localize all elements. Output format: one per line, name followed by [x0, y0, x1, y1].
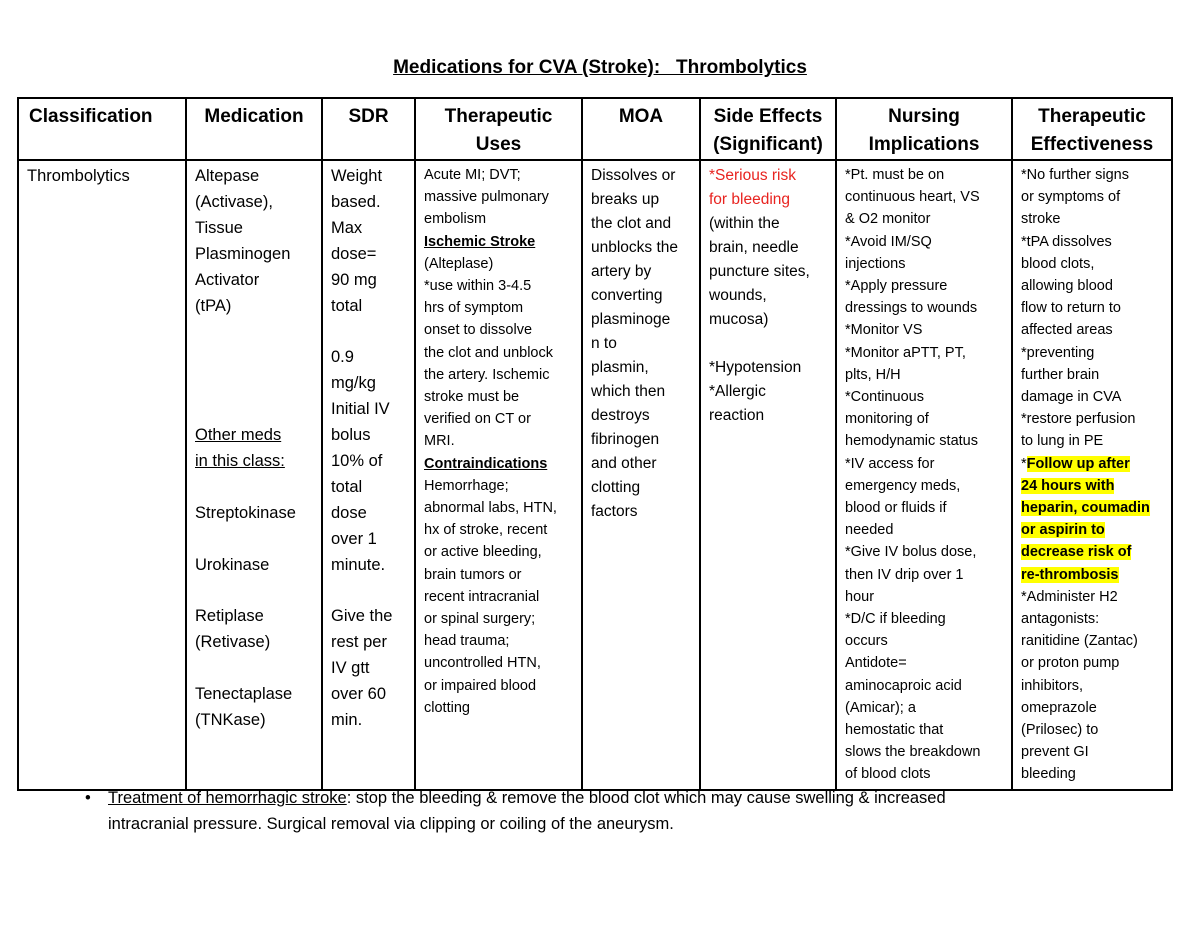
text-line: for bleeding [709, 191, 791, 208]
text-line: stroke must be [424, 389, 520, 406]
text-line: (TNKase) [195, 710, 266, 729]
text-line: brain, needle [709, 239, 799, 256]
text-line: breaks up [591, 191, 660, 208]
text-line: *IV access for [845, 455, 935, 472]
text-line: *tPA dissolves [1021, 233, 1112, 250]
text-line: over 1 [331, 529, 377, 548]
text-line: clotting [424, 699, 470, 716]
header-therapeutic-effectiveness: Therapeutic Effectiveness [1012, 98, 1172, 160]
text-line: *use within 3-4.5 [424, 278, 532, 295]
text-line: minute. [331, 555, 386, 574]
text-line: Acute MI; DVT; [424, 167, 521, 183]
text-line: mucosa) [709, 311, 769, 328]
text-line: *Allergic [709, 383, 766, 400]
text-line: or aspirin to [1021, 522, 1105, 539]
text-line: monitoring of [845, 411, 929, 428]
text-line: heparin, coumadin [1021, 500, 1150, 517]
text-line: destroys [591, 407, 650, 424]
text-line: (Alteplase) [424, 255, 494, 272]
text-line: min. [331, 711, 363, 729]
text-line: (Prilosec) to [1021, 722, 1099, 739]
text-line: blood clots, [1021, 255, 1095, 272]
text-line: *D/C if bleeding [845, 611, 946, 628]
text-line: *No further signs [1021, 167, 1129, 183]
bleeding-risk-warning: *Serious risk [709, 167, 796, 184]
page-title: Medications for CVA (Stroke): Thrombolytics [393, 57, 807, 78]
text-line: Plasminogen [195, 244, 291, 263]
header-moa: MOA [582, 98, 700, 160]
text-line: brain tumors or [424, 566, 522, 583]
ischemic-stroke-heading: Ischemic Stroke [424, 233, 536, 250]
text-line: dressings to wounds [845, 300, 978, 317]
text-line: prevent GI [1021, 744, 1089, 761]
medications-table [17, 97, 1173, 791]
text-line: ranitidine (Zantac) [1021, 633, 1138, 650]
text-line: over 60 [331, 685, 387, 704]
therapeutic-uses-cell [415, 160, 582, 790]
text-line: puncture sites, [709, 263, 810, 280]
text-line: Dissolves or [591, 167, 676, 184]
moa-cell [582, 160, 700, 790]
text-line: continuous heart, VS [845, 189, 980, 206]
text-line: dose [331, 503, 367, 522]
text-line: head trauma; [424, 633, 510, 650]
text-line: emergency meds, [845, 477, 961, 494]
text-line: total [331, 477, 363, 496]
header-therapeutic-uses: Therapeutic Uses [415, 98, 582, 160]
text-line: *Hypotension [709, 359, 802, 376]
text-line: further brain [1021, 366, 1100, 383]
text-line: IV gtt [331, 659, 370, 678]
text-line: occurs [845, 633, 888, 650]
text-line: (Retivase) [195, 633, 271, 652]
text-line: Activator [195, 270, 260, 289]
hemorrhagic-stroke-note [108, 785, 1168, 837]
nursing-implications-cell [836, 160, 1012, 790]
bullet-marker: • [85, 789, 91, 807]
text-line: or active bleeding, [424, 544, 542, 561]
text-line: Give the [331, 607, 393, 626]
text-line: verified on CT or [424, 411, 531, 428]
med-retiplase: Retiplase [195, 607, 264, 626]
text-line: Altepase [195, 167, 260, 185]
text-line: unblocks the [591, 239, 679, 256]
text-line: 0.9 [331, 348, 354, 367]
text-line: MRI. [424, 433, 455, 450]
text-line: *preventing [1021, 344, 1095, 361]
text-line: or impaired blood [424, 677, 537, 694]
text-line: allowing blood [1021, 278, 1113, 295]
text-line: omeprazole [1021, 699, 1097, 716]
text-line: dose= [331, 244, 377, 263]
text-line: uncontrolled HTN, [424, 655, 541, 672]
text-line: to lung in PE [1021, 433, 1104, 450]
text-line: 90 mg [331, 270, 377, 289]
sdr-cell [322, 160, 415, 790]
text-line: (within the [709, 215, 780, 232]
text-line: or proton pump [1021, 655, 1120, 672]
text-line: Tissue [195, 218, 243, 237]
header-classification: Classification [18, 98, 186, 160]
text-line: *restore perfusion [1021, 411, 1136, 428]
thrombolytics-row [18, 160, 1172, 790]
text-line: then IV drip over 1 [845, 566, 964, 583]
text-line: in this class: [195, 451, 285, 470]
text-line: rest per [331, 633, 387, 652]
text-line: *Apply pressure [845, 278, 948, 295]
text-line: factors [591, 503, 638, 520]
text-line: plasmin, [591, 359, 649, 376]
med-streptokinase: Streptokinase [195, 503, 296, 522]
text-line: recent intracranial [424, 588, 540, 605]
text-line: & O2 monitor [845, 211, 931, 228]
text-line: injections [845, 255, 906, 272]
med-urokinase: Urokinase [195, 555, 270, 574]
text-line: damage in CVA [1021, 389, 1122, 406]
text-line: *Monitor VS [845, 322, 923, 339]
text-line: (tPA) [195, 296, 232, 315]
text-line: based. [331, 192, 381, 211]
text-line: *Avoid IM/SQ [845, 233, 932, 250]
text-line: or spinal surgery; [424, 611, 536, 628]
text-line: total [331, 296, 363, 315]
text-line: fibrinogen [591, 431, 660, 448]
text-line: converting [591, 287, 663, 304]
medication-cell [186, 160, 322, 790]
text-line: hx of stroke, recent [424, 522, 548, 539]
text-line: plts, H/H [845, 366, 901, 383]
text-line: Initial IV [331, 400, 390, 419]
text-line: plasminoge [591, 311, 671, 328]
text-line: reaction [709, 407, 765, 424]
text-line: *Administer H2 [1021, 588, 1118, 605]
text-line: bolus [331, 426, 371, 445]
text-line: Treatment of hemorrhagic stroke: stop the bleeding & remove the blood clot which may cause swelling & increased [108, 789, 946, 807]
text-line: intracranial pressure. Surgical removal via clipping or coiling of the aneurysm. [108, 815, 674, 833]
text-line: Max [331, 218, 363, 237]
text-line: flow to return to [1021, 300, 1121, 317]
text-line: *Give IV bolus dose, [845, 544, 977, 561]
header-nursing-implications: Nursing Implications [836, 98, 1012, 160]
text-line: Thrombolytics [27, 167, 130, 185]
text-line: and other [591, 455, 657, 472]
therapeutic-effectiveness-cell [1012, 160, 1172, 790]
text-line: 24 hours with [1021, 477, 1115, 494]
text-line: hemodynamic status [845, 433, 978, 450]
text-line: the clot and unblock [424, 344, 553, 361]
med-tenectaplase: Tenectaplase [195, 685, 293, 704]
text-line: the clot and [591, 215, 672, 232]
text-line: (Activase), [195, 192, 273, 211]
text-line: *Pt. must be on [845, 167, 945, 183]
text-line: hemostatic that [845, 722, 944, 739]
text-line: needed [845, 522, 894, 539]
text-line: (Amicar); a [845, 699, 916, 716]
text-line: *Monitor aPTT, PT, [845, 344, 966, 361]
text-line: aminocaproic acid [845, 677, 962, 694]
text-line: onset to dissolve [424, 322, 533, 339]
text-line: *Continuous [845, 389, 924, 406]
header-medication: Medication [186, 98, 322, 160]
text-line: artery by [591, 263, 652, 280]
text-line: decrease risk of [1021, 544, 1132, 561]
header-sdr: SDR [322, 98, 415, 160]
text-line: or symptoms of [1021, 189, 1121, 206]
text-line: embolism [424, 211, 487, 228]
header-side-effects: Side Effects (Significant) [700, 98, 836, 160]
text-line: mg/kg [331, 374, 376, 393]
text-line: which then [591, 383, 666, 400]
text-line: of blood clots [845, 766, 931, 783]
text-line: 10% of [331, 451, 383, 470]
text-line: Antidote= [845, 655, 907, 672]
text-line: Hemorrhage; [424, 477, 509, 494]
header-row [18, 98, 1172, 160]
side-effects-cell [700, 160, 836, 790]
text-line: slows the breakdown [845, 744, 981, 761]
follow-up-highlight: *Follow up after [1021, 455, 1130, 472]
text-line: massive pulmonary [424, 189, 549, 206]
text-line: inhibitors, [1021, 677, 1084, 694]
text-line: hrs of symptom [424, 300, 524, 317]
text-line: affected areas [1021, 322, 1113, 339]
text-line: the artery. Ischemic [424, 366, 550, 383]
classification-cell [18, 160, 186, 790]
text-line: clotting [591, 479, 641, 496]
text-line: blood or fluids if [845, 500, 947, 517]
other-meds-heading: Other meds [195, 426, 282, 445]
text-line: bleeding [1021, 766, 1076, 783]
text-line: n to [591, 335, 617, 352]
hemorrhagic-stroke-label: Treatment of hemorrhagic stroke [108, 789, 347, 807]
text-line: stroke [1021, 211, 1061, 228]
text-line: hour [845, 588, 875, 605]
text-line: Weight [331, 167, 383, 185]
text-line: abnormal labs, HTN, [424, 500, 557, 517]
text-line: wounds, [709, 287, 767, 304]
text-line: antagonists: [1021, 611, 1100, 628]
contraindications-heading: Contraindications [424, 455, 548, 472]
text-line: re-thrombosis [1021, 566, 1119, 583]
